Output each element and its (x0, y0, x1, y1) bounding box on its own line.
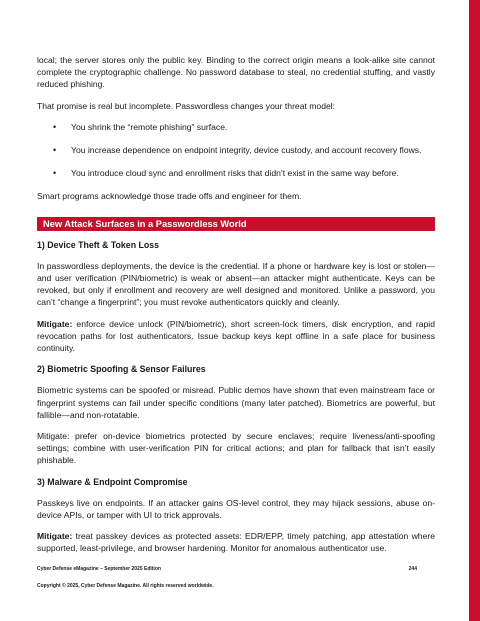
biometric-paragraph: Biometric systems can be spoofed or misread. Public demos have shown that even mainstream face or fingerprint systems can fail under specific conditions (many later patched). Biometrics are powerful, but fallible—and non-rotatable. (37, 385, 435, 420)
subheading-device-theft: 1) Device Theft & Token Loss (37, 239, 160, 250)
device-theft-mitigation: Mitigate: enforce device unlock (PIN/biometric), short screen-lock timers, disk encryption, and rapid revocation paths for lost authenticators. Issue backup keys kept offline in a safe place for business continuity. (37, 318, 435, 354)
biometric-mitigation: Mitigate: prefer on-device biometrics protected by secure enclaves; require liveness/anti-spoofing settings; combine with user-verification PIN for critical actions; and plan for fallback that isn’t easily phishable. (37, 431, 435, 466)
bullet-icon: • (53, 168, 57, 179)
malware-mitigation: Mitigate: treat passkey devices as protected assets: EDR/EPP, timely patching, app attestation where supported, least-privilege, and browser hardening. Monitor for anomalous authenticator use. (37, 531, 435, 554)
article-body (37, 54, 435, 564)
bullet-icon: • (53, 121, 57, 132)
subheading-malware: 3) Malware & Endpoint Compromise (37, 476, 188, 487)
tradeoff-paragraph: Smart programs acknowledge those trade offs and engineer for them. (37, 191, 302, 202)
page-footer (37, 565, 417, 590)
device-theft-paragraph: In passwordless deployments, the device is the credential. If a phone or hardware key is lost or stolen—and user verification (PIN/biometric) is weak or absent—an attacker might authenticate. Keys can be revoked, but only if enrollment and recovery are well designed and monitored. Unlike a password, you can’t “change a fingerprint”; you must revoke authenticators quickly and cleanly. (37, 260, 435, 308)
list-item: • You introduce cloud sync and enrollment risks that didn’t exist in the same way before. (53, 168, 399, 179)
intro-paragraph: local; the server stores only the public key. Binding to the correct origin means a look-alike site cannot complete the cryptographic challenge. No password database to steal, no credential stuffing, and vastly reduced phishing. (37, 55, 435, 90)
bullet-icon: • (53, 145, 57, 156)
edition-label: Cyber Defense eMagazine – September 2025 Edition (37, 566, 161, 572)
mitigate-label: Mitigate: (37, 531, 73, 542)
section-heading-band: New Attack Surfaces in a Passwordless World (37, 217, 435, 231)
list-item: • You increase dependence on endpoint integrity, device custody, and account recovery flows. (53, 145, 422, 156)
copyright-line: Copyright © 2025, Cyber Defense Magazine. All rights reserved worldwide. (37, 583, 214, 589)
malware-paragraph: Passkeys live on endpoints. If an attacker gains OS-level control, they may hijack sessions, abuse on-device APIs, or tamper with UI to trick approvals. (37, 497, 435, 521)
threat-model-list (37, 121, 435, 180)
right-edge-red-bar (469, 0, 480, 621)
list-item: • You shrink the “remote phishing” surface. (53, 121, 228, 132)
subheading-biometric: 2) Biometric Spoofing & Sensor Failures (37, 364, 206, 375)
page-number: 244 (408, 566, 417, 572)
mitigate-label: Mitigate: (37, 318, 73, 329)
threat-model-intro: That promise is real but incomplete. Passwordless changes your threat model: (37, 100, 336, 111)
